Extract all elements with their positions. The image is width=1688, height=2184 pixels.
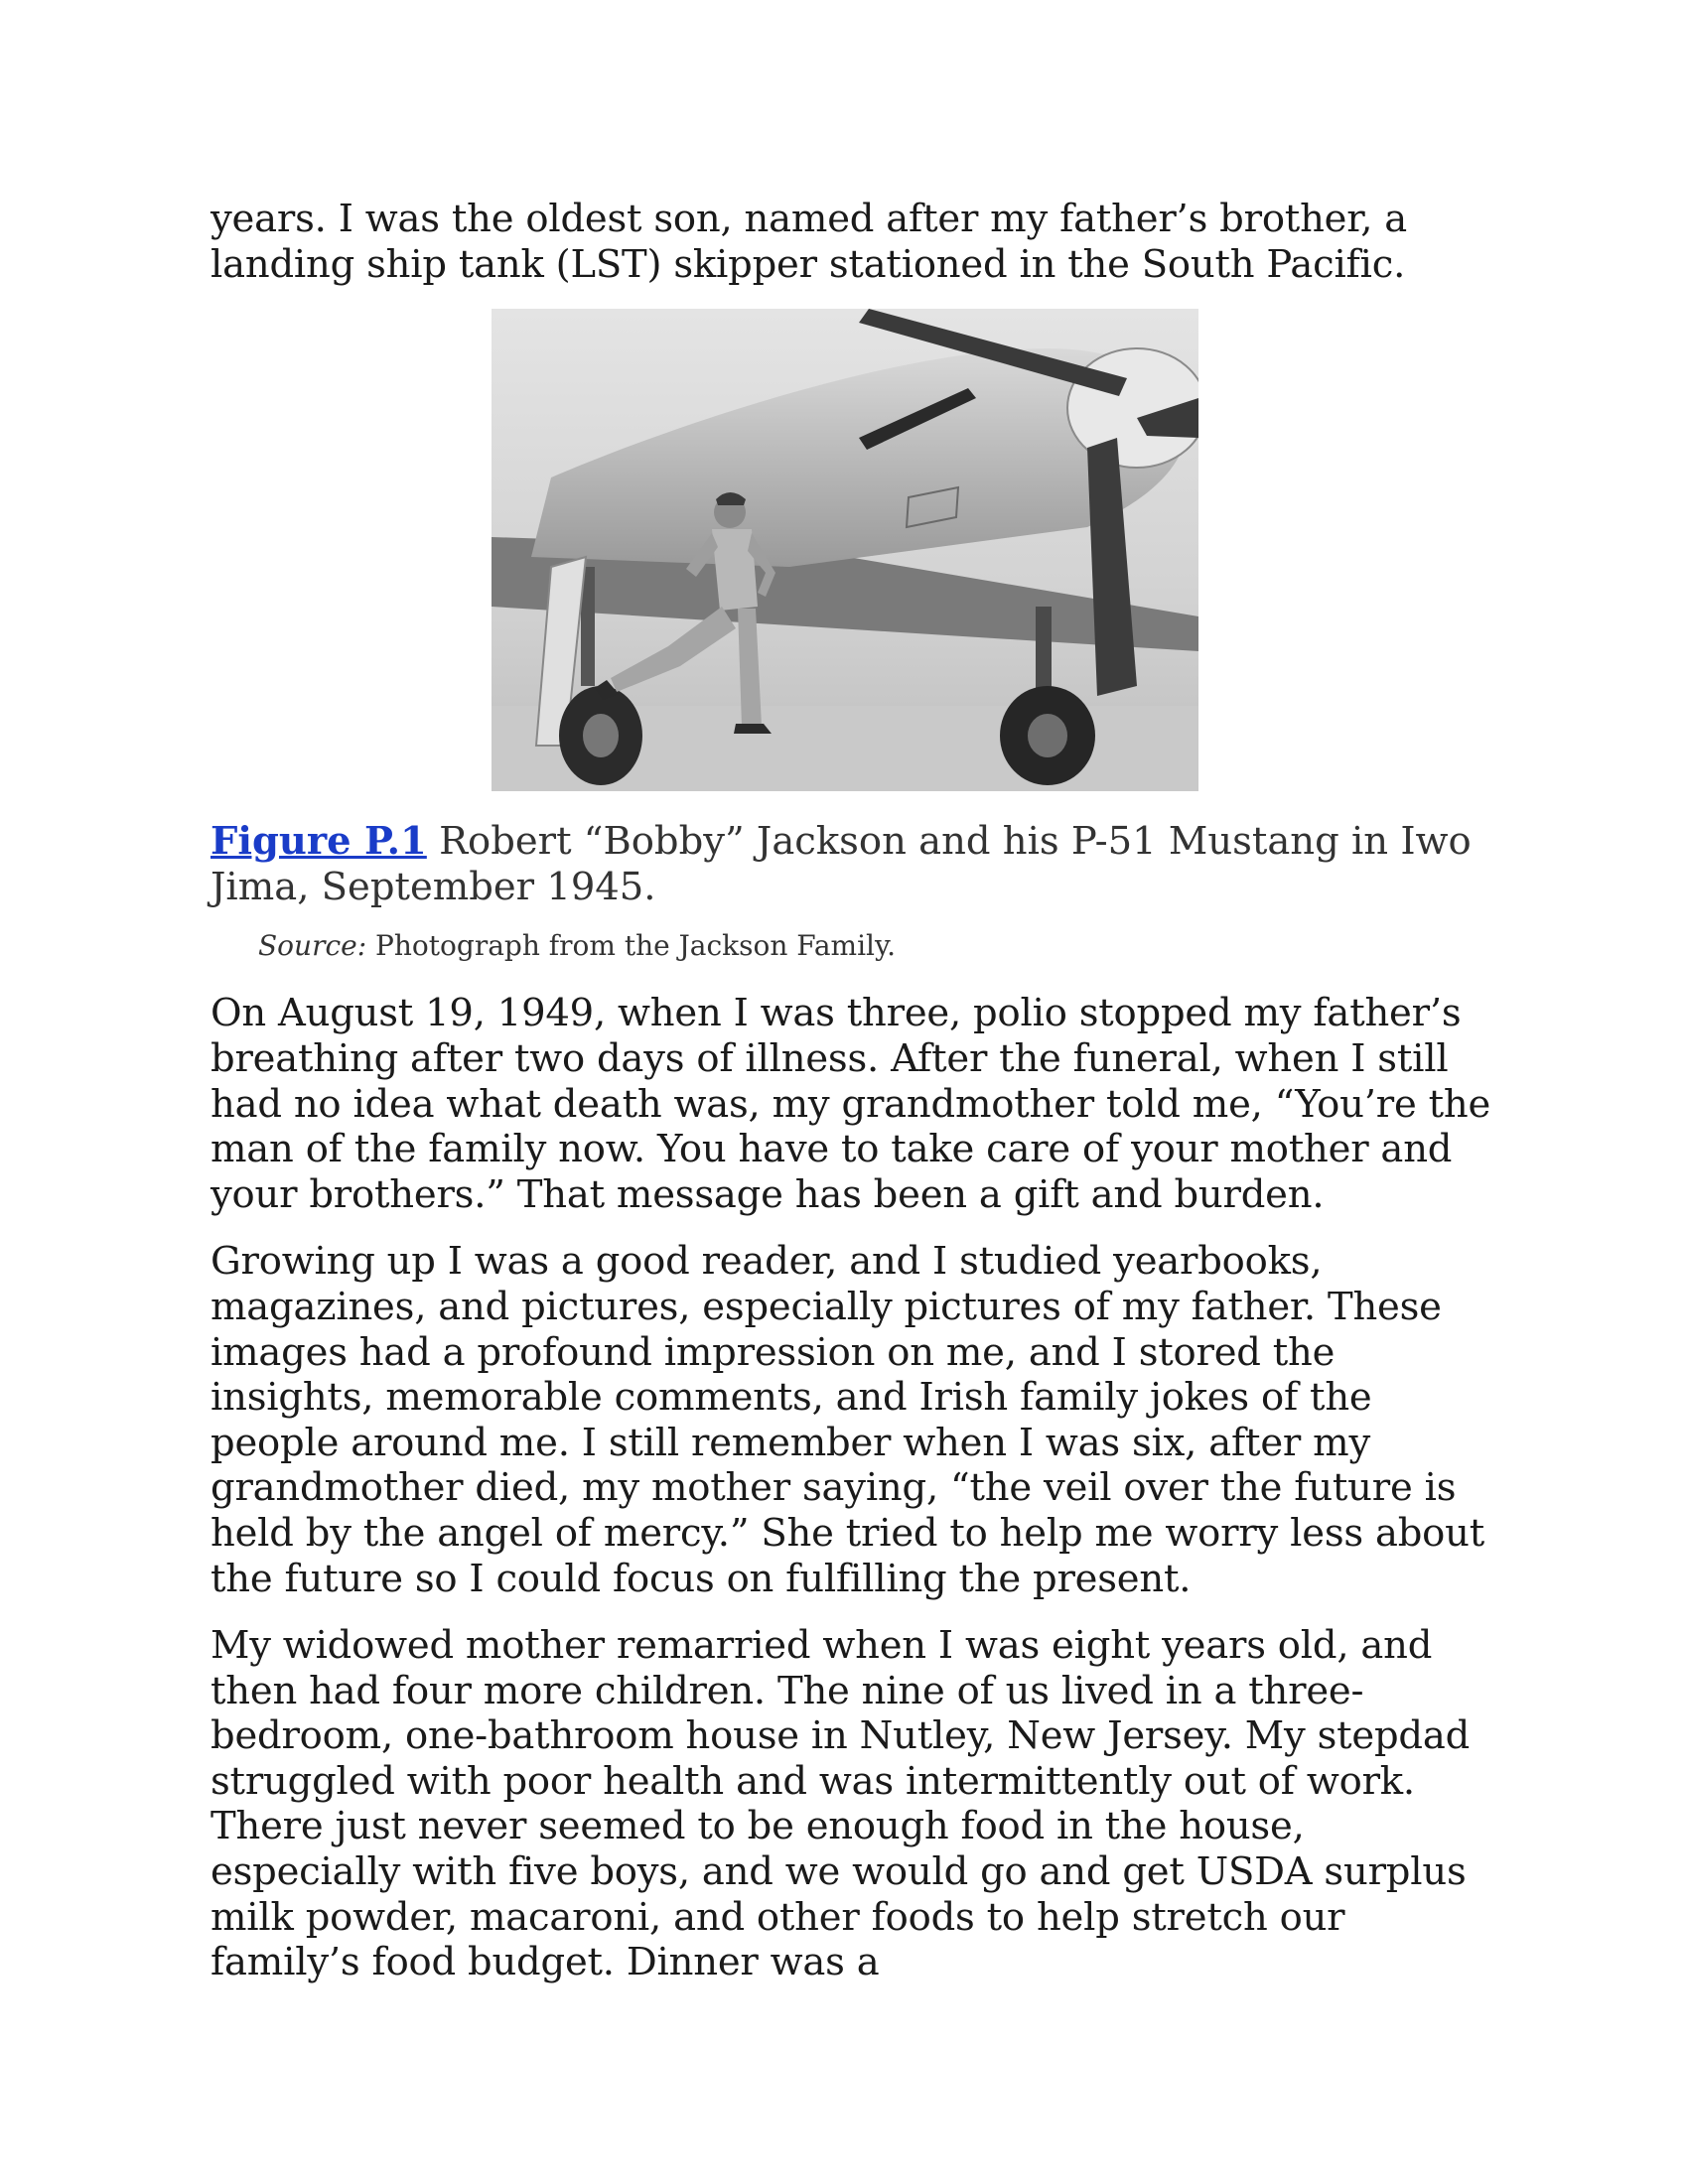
aircraft-photo-image bbox=[492, 309, 1198, 791]
figure-link[interactable]: Figure P.1 bbox=[211, 819, 427, 865]
source-text: Photograph from the Jackson Family. bbox=[366, 929, 896, 963]
paragraph-remarried: My widowed mother remarried when I was eight years old, and then had four more children. The nine of us lived in a three-bedroom, one-bathroom house in Nutley, New Jersey. My stepdad struggled with poor health and was intermittently out of work. There just never seemed to be enough food in the house, especially with five boys, and we would go and get USDA surplus milk powder, macaroni, and other foods to help stretch our family’s food budget. Dinner was a bbox=[211, 1623, 1471, 1985]
page-content bbox=[211, 197, 1491, 1985]
paragraph-polio: On August 19, 1949, when I was three, polio stopped my father’s breathing after two days of illness. After the funeral, when I still had no idea what death was, my grandmother told me, “You’re the man of the family now. You have to take care of your mother and your brothers.” That message has been a gift and burden. bbox=[211, 991, 1491, 1217]
paragraph-growing-up: Growing up I was a good reader, and I studied yearbooks, magazines, and pictures, especially pictures of my father. These images had a profound impression on me, and I stored the insights, memorable comments, and Irish family jokes of the people around me. I still remember when I was six, after my grandmother died, my mother saying, “the veil over the future is held by the angel of mercy.” She tried to help me worry less about the future so I could focus on fulfilling the present. bbox=[211, 1239, 1485, 1601]
figure-source bbox=[258, 929, 1491, 963]
figure-photo bbox=[492, 309, 1198, 791]
source-label: Source: bbox=[258, 929, 367, 963]
figure-caption bbox=[211, 819, 1491, 909]
figure-caption-text: Robert “Bobby” Jackson and his P-51 Mustang in Iwo Jima, September 1945. bbox=[211, 819, 1472, 909]
paragraph-opening: years. I was the oldest son, named after my father’s brother, a landing ship tank (LST) skipper stationed in the South Pacific. bbox=[211, 197, 1408, 287]
